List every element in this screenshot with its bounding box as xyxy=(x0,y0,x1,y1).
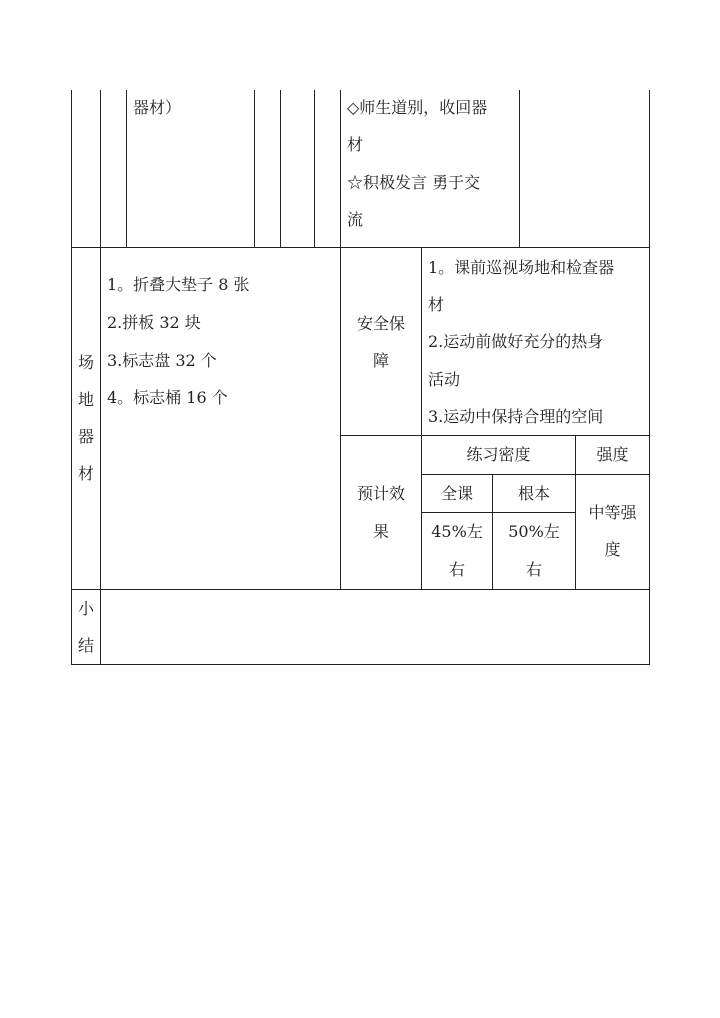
ending-line-2: 材 xyxy=(347,135,364,154)
basic-value-line-1: 50%左 xyxy=(508,522,560,541)
venue-item-2: 2.拼板 32 块 xyxy=(107,313,201,332)
grid-line xyxy=(649,90,650,248)
whole-class-header: 全课 xyxy=(440,484,473,503)
intensity-value-line-1: 中等强 xyxy=(588,503,637,522)
expected-label-line-1: 预计效 xyxy=(356,484,405,503)
safety-line-4: 活动 xyxy=(428,370,461,389)
ending-line-3: ☆积极发言 勇于交 xyxy=(347,173,481,192)
grid-line xyxy=(100,90,101,248)
safety-label-line-2: 障 xyxy=(372,351,389,370)
summary-content xyxy=(101,590,649,664)
grid-line xyxy=(649,247,650,665)
grid-line xyxy=(254,90,255,248)
intensity-value-line-2: 度 xyxy=(604,540,621,559)
materials-tail-text: 器材） xyxy=(133,98,182,117)
safety-line-3: 2.运动前做好充分的热身 xyxy=(428,332,604,351)
grid-line xyxy=(71,247,650,248)
basic-header: 根本 xyxy=(517,484,550,503)
ending-line-1: ◇师生道别，收回器 xyxy=(347,98,488,117)
intensity-header: 强度 xyxy=(596,445,629,464)
safety-label-line-1: 安全保 xyxy=(356,314,405,333)
density-header: 练习密度 xyxy=(466,445,531,464)
safety-line-1: 1。课前巡视场地和检查器 xyxy=(428,258,615,277)
expected-label-line-2: 果 xyxy=(372,522,389,541)
basic-value-line-2: 右 xyxy=(525,560,542,579)
grid-line xyxy=(314,90,315,248)
safety-line-5: 3.运动中保持合理的空间 xyxy=(428,407,604,426)
grid-line xyxy=(280,90,281,248)
venue-label: 场 地 器 材 xyxy=(77,353,94,483)
grid-line xyxy=(71,664,650,665)
venue-item-3: 3.标志盘 32 个 xyxy=(107,351,217,370)
grid-line xyxy=(340,90,341,248)
grid-line xyxy=(519,90,520,248)
whole-class-value-line-2: 右 xyxy=(448,560,465,579)
venue-item-1: 1。折叠大垫子 8 张 xyxy=(107,275,250,294)
whole-class-value-line-1: 45%左 xyxy=(431,522,483,541)
grid-line xyxy=(71,90,72,248)
grid-line xyxy=(126,90,127,248)
venue-item-4: 4。标志桶 16 个 xyxy=(107,388,228,407)
summary-label: 小 结 xyxy=(77,599,94,655)
ending-line-4: 流 xyxy=(347,210,364,229)
safety-line-2: 材 xyxy=(428,295,445,314)
